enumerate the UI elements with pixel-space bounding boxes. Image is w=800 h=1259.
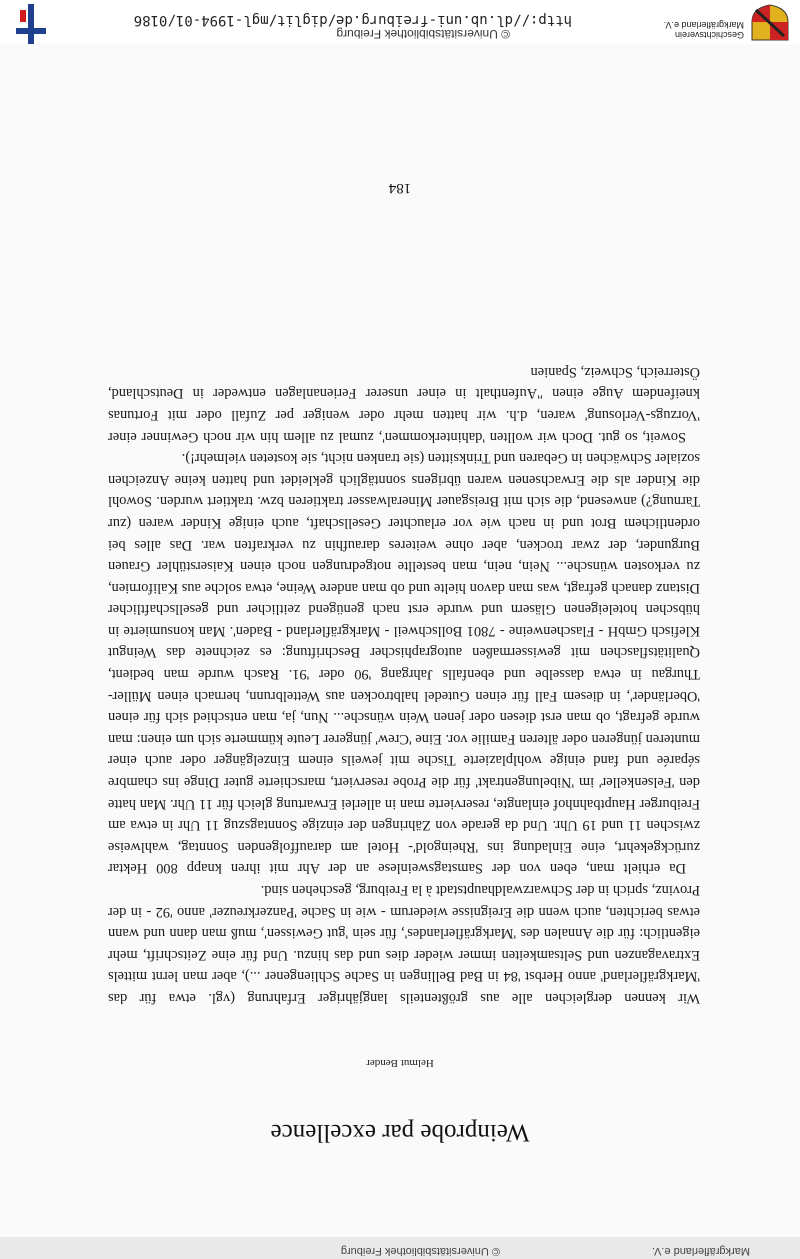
university-logo-icon — [10, 4, 50, 44]
article-body — [108, 360, 700, 1008]
header-bar — [0, 0, 800, 44]
paragraph: Da erhielt man, eben von der Samstagsweinlese an der Ahr mit ihren knapp 800 Hektar zurückgekehrt, eine Einladung ins 'Rheingold'- Hotel am darauffolgenden Sonntag, wahlweise zwischen 11 und 19 Uhr. Und da gerade von Zähringen der einzige Sonntagszug 11 Uhr in etwa am Freiburger Hauptbahnhof einlangte, reservierte man in allerlei Erwartung gleich für 11 Uhr. Man hatte den 'Felsenkeller' im 'Nibelungentrakt' für die Probe reserviert, marschierte guter Dinge ins chambre séparée und fand einige wohlplazierte Tische mit jeweils einem Einzelgänger oder auch einer munteren jüngeren oder älteren Familie vor. Eine 'Crew' jüngerer Leute kümmerte sich um einen: man wurde gefragt, ob man erst diesen oder jenen Wein wünsche... Nun, ja, man entschied sich für einen 'Oberländer', in diesem Fall für einen Gutedel halbtrocken aus Wettelbrunn, hernach einen Müller-Thurgau in etwa dasselbe und ebenfalls Jahrgang '90 oder '91. Rasch wurde man bedient, Qualitätsflaschen mit gewissermaßen autographischer Beschriftung: es zeichnete das Weingut Klefisch GmbH - Flaschenweine - 7801 Bollschweil - Markgräflerland - Baden'. Man konsumierte in hübschen hoteleigenen Gläsern und wurde erst nach genügend zeitlicher und gesellschaftlicher Distanz danach gefragt, was man davon hielte und ob man andere Weine, etwa solche aus Kalifornien, zu verkosten wünsche... Nein, nein, man bestellte notgedrungen noch einen Kaiserstühler Grauen Burgunder, der zwar trocken, aber ohne weiteres daraufhin zu verkraften war. Das alles bei ordentlichem Brot und in nach wie vor erlauchter Gesellschaft, auch einige Kinder waren (zur Tarnung?) anwesend, die sich mit Breisgauer Mineralwasser traktieren bzw. traktiert wurden. Sowohl die Kinder als die Erwachsenen waren übrigens sonntäglich gekleidet und hatten keine Anzeichen sozialer Schwächen in Gebaren und Trinksitten (sie tranken nicht, sie kosteten vielmehr!). — [108, 450, 700, 877]
society-name — [664, 20, 744, 40]
article-title: Weinprobe par excellence — [270, 1119, 530, 1146]
footer-left-text: Markgräflerland e.V. — [651, 1245, 750, 1257]
society-logo-icon — [748, 4, 792, 42]
footer-copyright: © Universitätsbibliothek Freiburg — [340, 1245, 500, 1257]
paragraph: Soweit, so gut. Doch wir wollten 'dahinterkommen', zumal zu allem hin wir noch Gewinner einer 'Vorzugs-Verlosung' waren, d.h. wir hatten mehr oder weniger per Zufall oder mit Fortunas kneifendem Auge einen "Aufenthalt in einer unserer Ferienanlagen entweder in Deutschland, Österreich, Schweiz, Spanien — [108, 363, 700, 445]
article-author: Helmut Bender — [366, 1057, 434, 1069]
society-line: Markgräflerland e.V. — [663, 20, 744, 30]
footer-strip — [0, 1237, 800, 1259]
document-url[interactable]: http://dl.ub.uni-freiburg.de/diglit/mgl-1994-01/0186 — [133, 12, 572, 28]
paragraph: Wir kennen dergleichen alle aus größtenteils langjähriger Erfahrung (vgl. etwa für das 'Markgräflerland' anno Herbst '84 in Bad Bellingen in Sache Schliengener ...), aber man lernt mittels Extravaganzen und Seltsamkeiten immer wieder dies und das hinzu. Und für eine Zeitschrift, mehr eigentlich: für die Annalen des 'Markgräflerlandes', für sein 'gut Gewissen', muß man dann und wann etwas berichten, auch wenn die Ereignisse wiederum - wie in Sache 'Panzerkreuzer' anno '92 - in der Provinz, sprich in der Schwarzwaldhauptstadt à la Freiburg, geschehen sind. — [108, 882, 700, 1006]
copyright-text: © Universitätsbibliothek Freiburg — [336, 27, 510, 41]
society-line: Geschichtsverein — [674, 30, 744, 40]
page-number: 184 — [388, 180, 412, 196]
